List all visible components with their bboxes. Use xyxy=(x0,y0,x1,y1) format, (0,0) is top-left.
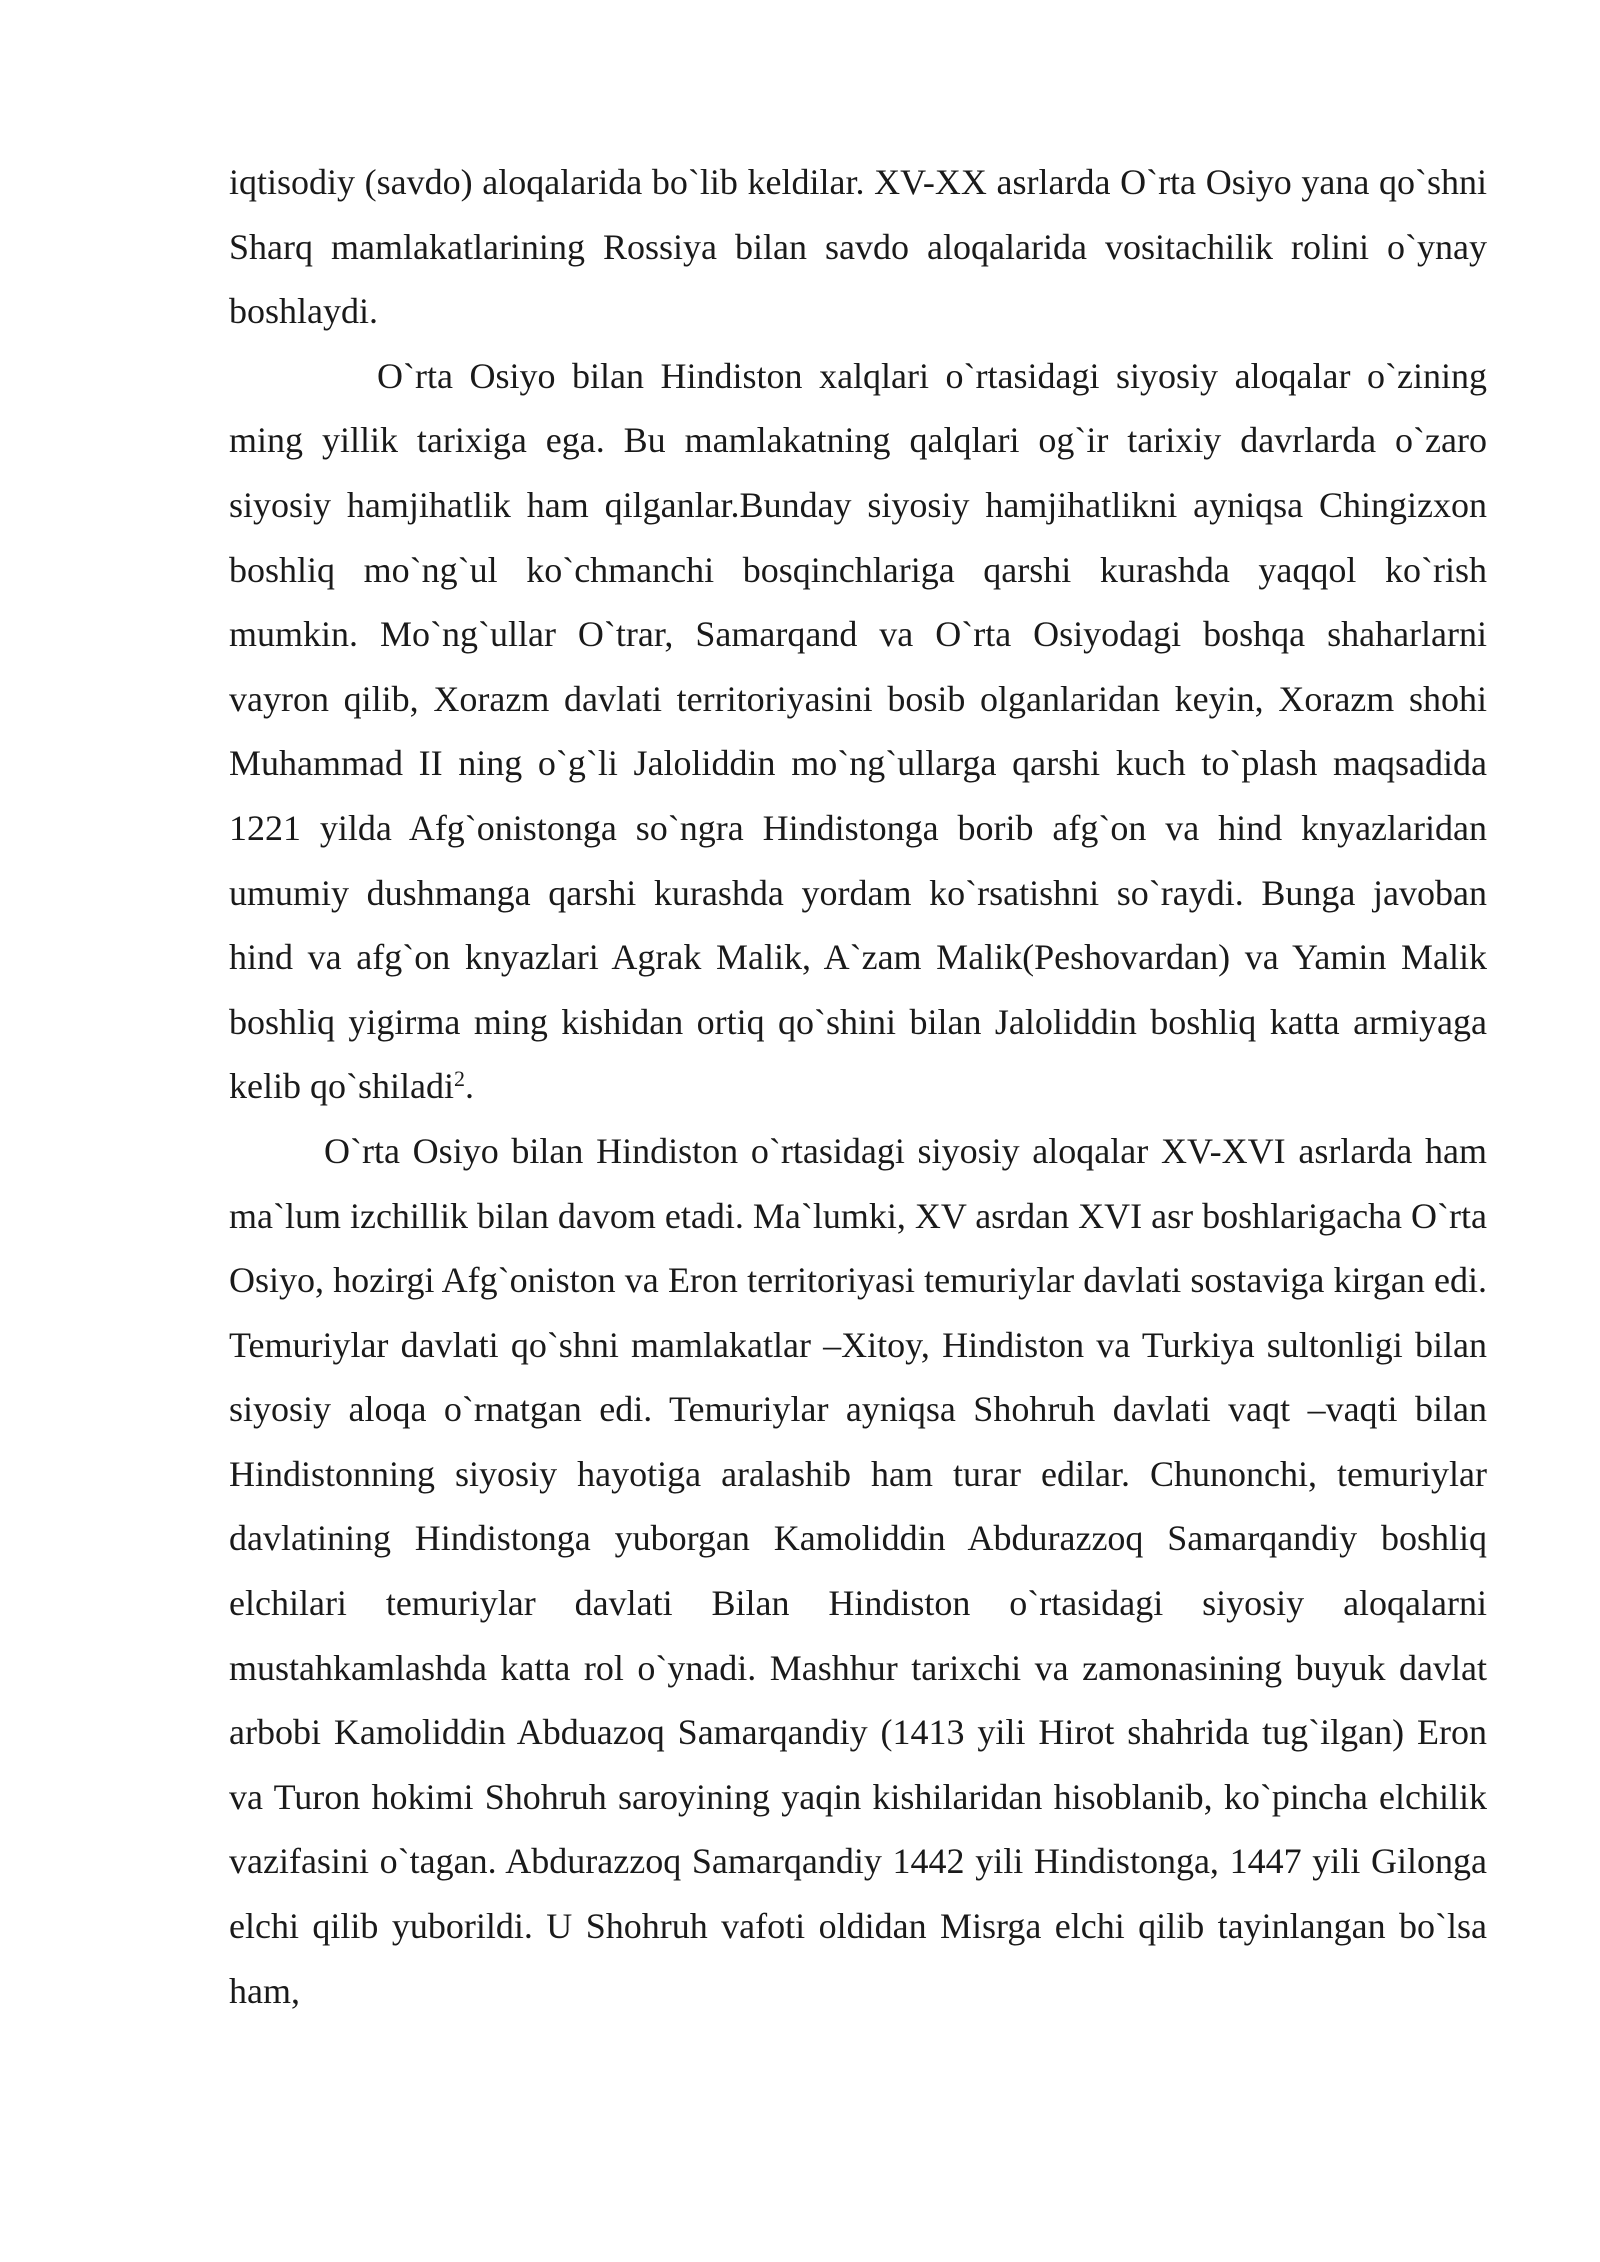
paragraph-text: iqtisodiy (savdo) aloqalarida bo`lib keldilar. XV-XX asrlarda O`rta Osiyo yana qo`shni Sharq mamlakatlarining Rossiya bilan savdo aloqalarida vositachilik rolini o`ynay boshlaydi. xyxy=(229,162,1487,332)
footnote-reference[interactable]: 2 xyxy=(453,1066,465,1092)
paragraph-text: O`rta Osiyo bilan Hindiston xalqlari o`rtasidagi siyosiy aloqalar o`zining ming yillik tarixiga ega. Bu mamlakatning qalqlari og`ir tarixiy davrlarda o`zaro siyosiy hamjihatlik ham qilganlar.Bunday siyosiy hamjihatlikni ayniqsa Chingizxon boshliq mo`ng`ul ko`chmanchi bosqinchlariga qarshi kurashda yaqqol ko`rish mumkin. Mo`ng`ullar O`trar, Samarqand va O`rta Osiyodagi boshqa shaharlarni vayron qilib, Xorazm davlati territoriyasini bosib olganlaridan keyin, Xorazm shohi Muhammad II ning o`g`li Jaloliddin mo`ng`ullarga qarshi kuch to`plash maqsadida 1221 yilda Afg`onistonga so`ngra Hindistonga borib afg`on va hind knyazlaridan umumiy dushmanga qarshi kurashda yordam ko`rsatishni so`raydi. Bunga javoban hind va afg`on knyazlari Agrak Malik, A`zam Malik(Peshovardan) va Yamin Malik boshliq yigirma ming kishidan ortiq qo`shini bilan Jaloliddin boshliq katta armiyaga kelib qo`shiladi xyxy=(229,355,1487,1107)
paragraph-text: O`rta Osiyo bilan Hindiston o`rtasidagi siyosiy aloqalar XV-XVI asrlarda ham ma`lum izchillik bilan davom etadi. Ma`lumki, XV asrdan XVI asr boshlarigacha O`rta Osiyo, hozirgi Afg`oniston va Eron territoriyasi temuriylar davlati sostaviga kirgan edi. Temuriylar davlati qo`shni mamlakatlar –Xitoy, Hindiston va Turkiya sultonligi bilan siyosiy aloqa o`rnatgan edi. Temuriylar ayniqsa Shohruh davlati vaqt –vaqti bilan Hindistonning siyosiy hayotiga aralashib ham turar edilar. Chunonchi, temuriylar davlatining Hindistonga yuborgan Kamoliddin Abdurazzoq Samarqandiy boshliq elchilari temuriylar davlati Bilan Hindiston o`rtasidagi siyosiy aloqalarni mustahkamlashda katta rol o`ynadi. Mashhur tarixchi va zamonasining buyuk davlat arbobi Kamoliddin Abduazoq Samarqandiy (1413 yili Hirot shahrida tug`ilgan) Eron va Turon hokimi Shohruh saroyining yaqin kishilaridan hisoblanib, ko`pincha elchilik vazifasini o`tagan. Abdurazzoq Samarqandiy 1442 yili Hindistonga, 1447 yili Gilonga elchi qilib yuborildi. U Shohruh vafoti oldidan Misrga elchi qilib tayinlangan bo`lsa ham, xyxy=(229,1130,1487,2011)
document-body xyxy=(229,150,1487,2023)
paragraph-central-asia-india-relations xyxy=(229,344,1487,1119)
paragraph-continuation xyxy=(229,150,1487,344)
paragraph-timurid-relations xyxy=(229,1119,1487,2023)
paragraph-trailing-punctuation: . xyxy=(464,1066,474,1107)
